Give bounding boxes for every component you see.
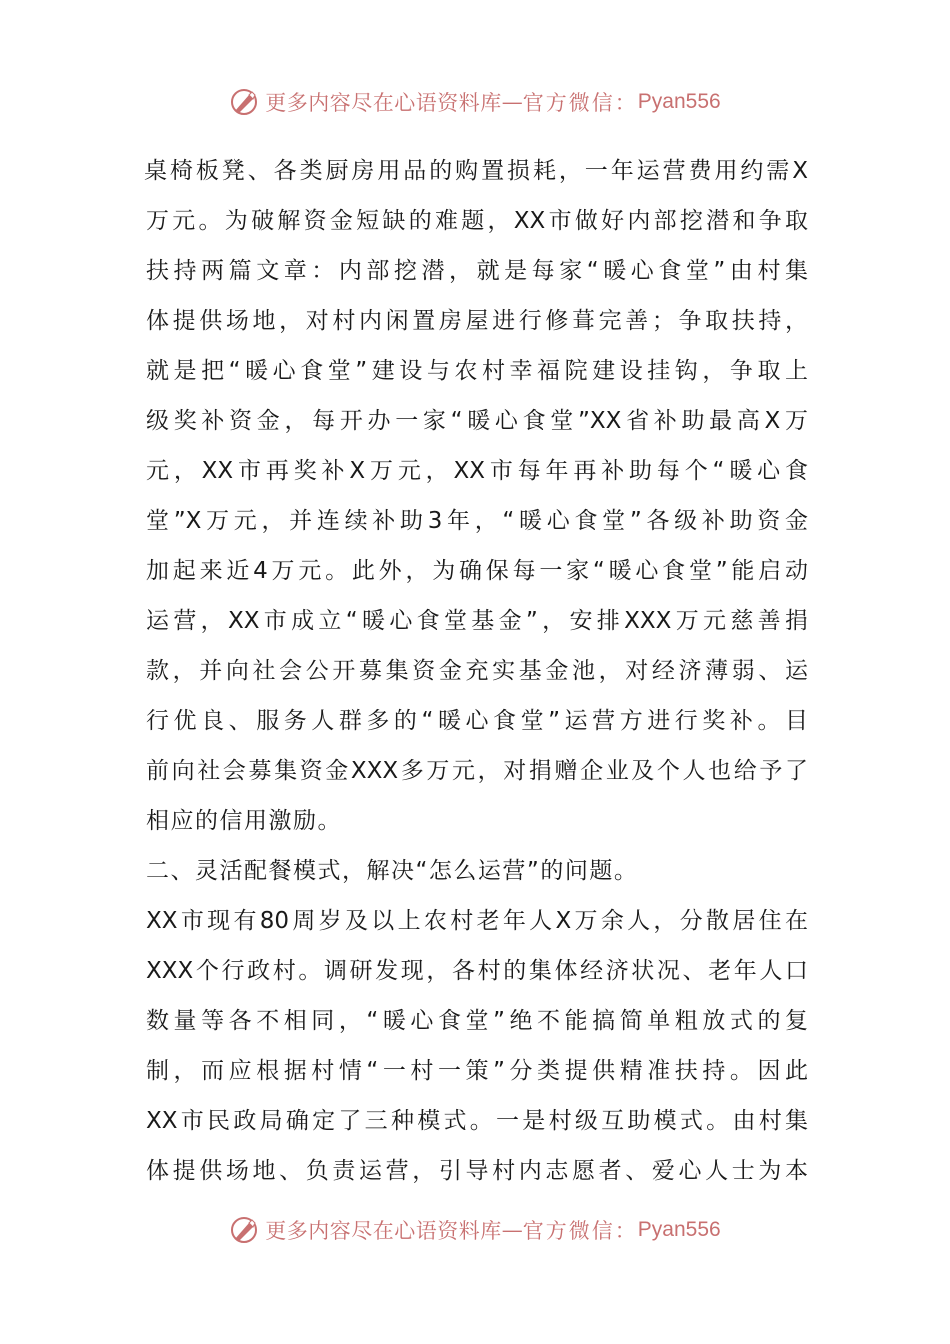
document-body xyxy=(146,146,808,1196)
pen-nib-circle-icon xyxy=(229,1215,259,1245)
body-line: 桌椅板凳、各类厨房用品的购置损耗，一年运营费用约需X xyxy=(144,158,808,184)
banner-wechat-id: Pyan556 xyxy=(637,90,721,113)
body-line: 就是把“暖心食堂”建设与农村幸福院建设挂钩，争取上 xyxy=(146,358,808,384)
body-line: 元，XX市再奖补X万元，XX市每年再补助每个“暖心食 xyxy=(146,458,808,484)
body-line: 相应的信用激励。 xyxy=(146,808,342,834)
body-line: XX市现有80周岁及以上农村老年人X万余人，分散居住在 xyxy=(146,908,808,934)
body-line: 体提供场地，对村内闲置房屋进行修葺完善；争取扶持， xyxy=(146,308,808,334)
body-line: 体提供场地、负责运营，引导村内志愿者、爱心人士为本 xyxy=(146,1158,808,1184)
body-line: 扶持两篇文章：内部挖潜，就是每家“暖心食堂”由村集 xyxy=(146,258,808,284)
banner-official-label: 官方微信： xyxy=(522,91,638,115)
section-heading: 二、灵活配餐模式，解决“怎么运营”的问题。 xyxy=(146,858,639,884)
body-line: 制，而应根据村情“一村一策”分类提供精准扶持。因此 xyxy=(146,1058,808,1084)
header-watermark-banner xyxy=(0,82,950,122)
banner-separator: — xyxy=(501,1218,523,1242)
banner-brand-text: 更多内容尽在心语资料库 xyxy=(265,1219,502,1243)
body-line: 前向社会募集资金XXX多万元，对捐赠企业及个人也给予了 xyxy=(146,758,808,784)
banner-brand-text: 更多内容尽在心语资料库 xyxy=(265,91,502,115)
footer-watermark-banner xyxy=(0,1210,950,1250)
body-line: 级奖补资金，每开办一家“暖心食堂”XX省补助最高X万 xyxy=(146,408,808,434)
body-line: 万元。为破解资金短缺的难题，XX市做好内部挖潜和争取 xyxy=(146,208,808,234)
banner-separator: — xyxy=(501,90,523,114)
banner-official-label: 官方微信： xyxy=(522,1219,638,1243)
body-line: 数量等各不相同，“暖心食堂”绝不能搞简单粗放式的复 xyxy=(146,1008,808,1034)
banner-wechat-id: Pyan556 xyxy=(637,1218,721,1241)
body-line: XX市民政局确定了三种模式。一是村级互助模式。由村集 xyxy=(146,1108,808,1134)
body-line: 堂”X万元，并连续补助3年，“暖心食堂”各级补助资金 xyxy=(146,508,808,534)
pen-nib-circle-icon xyxy=(229,87,259,117)
body-line: 款，并向社会公开募集资金充实基金池，对经济薄弱、运 xyxy=(146,658,808,684)
body-line: 运营，XX市成立“暖心食堂基金”，安排XXX万元慈善捐 xyxy=(146,608,808,634)
body-line: 加起来近4万元。此外，为确保每一家“暖心食堂”能启动 xyxy=(146,558,808,584)
body-line: XXX个行政村。调研发现，各村的集体经济状况、老年人口 xyxy=(146,958,808,984)
body-line: 行优良、服务人群多的“暖心食堂”运营方进行奖补。目 xyxy=(146,708,808,734)
